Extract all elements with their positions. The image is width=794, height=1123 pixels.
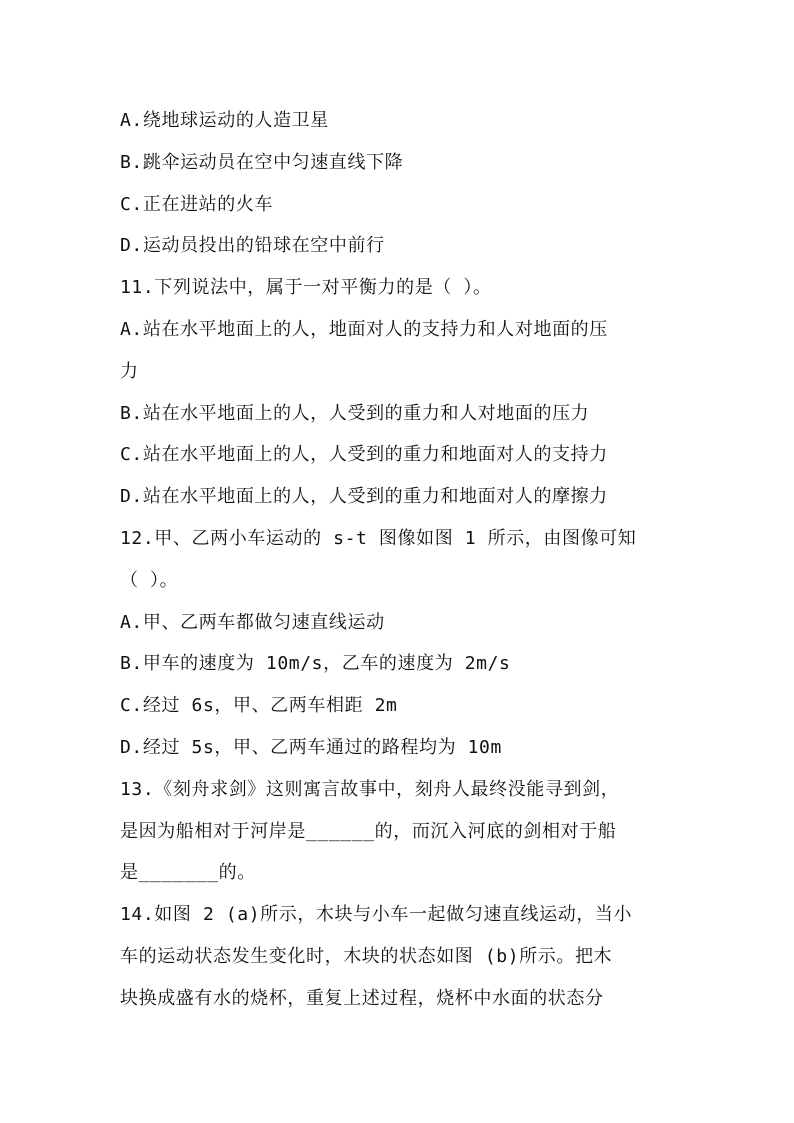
option-12c: C.经过 6s，甲、乙两车相距 2m (120, 695, 398, 717)
option-11a-cont: 力 (120, 360, 139, 382)
document-text (120, 100, 680, 1020)
option-10a: A.绕地球运动的人造卫星 (120, 110, 329, 131)
question-11: 11.下列说法中，属于一对平衡力的是（ ）。 (120, 277, 492, 299)
option-12d: D.经过 5s，甲、乙两车通过的路程均为 10m (120, 736, 502, 758)
option-10b: B.跳伞运动员在空中匀速直线下降 (120, 151, 404, 173)
question-14: 14.如图 2 (a)所示，木块与小车一起做匀速直线运动，当小 (120, 904, 633, 926)
question-12: 12.甲、乙两小车运动的 s-t 图像如图 1 所示，由图像可知 (120, 527, 637, 549)
option-11d: D.站在水平地面上的人，人受到的重力和地面对人的摩擦力 (120, 486, 608, 508)
option-11b: B.站在水平地面上的人，人受到的重力和人对地面的压力 (120, 402, 590, 424)
option-12b: B.甲车的速度为 10m/s，乙车的速度为 2m/s (120, 653, 511, 675)
question-13-cont-1: 是因为船相对于河岸是______的，而沉入河底的剑相对于船 (120, 820, 617, 842)
question-13-cont-2: 是_______的。 (120, 862, 256, 884)
question-14-cont-2: 块换成盛有水的烧杯，重复上述过程，烧杯中水面的状态分 (120, 987, 604, 1009)
question-13: 13.《刻舟求剑》这则寓言故事中，刻舟人最终没能寻到剑， (120, 778, 620, 800)
option-12a: A.甲、乙两车都做匀速直线运动 (120, 611, 385, 633)
option-11c: C.站在水平地面上的人，人受到的重力和地面对人的支持力 (120, 444, 608, 466)
option-10c: C.正在进站的火车 (120, 193, 274, 215)
question-12-cont: （ ）。 (120, 569, 179, 591)
question-14-cont-1: 车的运动状态发生变化时，木块的状态如图 (b)所示。把木 (120, 945, 613, 967)
option-10d: D.运动员投出的铅球在空中前行 (120, 235, 385, 257)
option-11a: A.站在水平地面上的人，地面对人的支持力和人对地面的压 (120, 318, 608, 340)
